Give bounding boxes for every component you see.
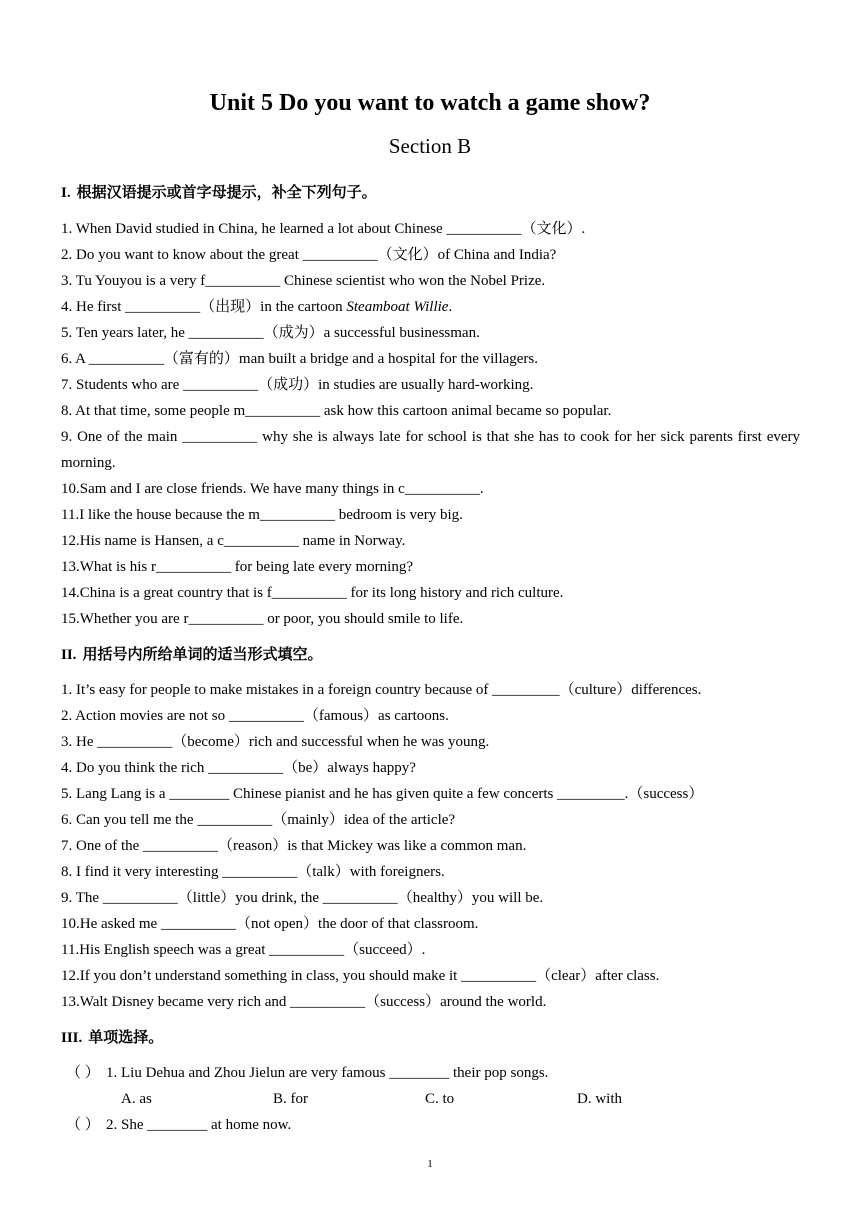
question-1 xyxy=(66,1063,548,1083)
part1-item-1: 1. When David studied in China, he learned a lot about Chinese __________（文化）. xyxy=(61,221,586,237)
part2-item-7: 7. One of the __________（reason）is that Mickey was like a common man. xyxy=(61,838,527,854)
part2-item-1: 1. It’s easy for people to make mistakes in a foreign country because of _________（culture）differences. xyxy=(61,682,702,698)
part1-item-15: 15.Whether you are r__________ or poor, you should smile to life. xyxy=(61,611,464,627)
part1-item-12: 12.His name is Hansen, a c__________ name in Norway. xyxy=(61,533,406,549)
part1-item-10: 10.Sam and I are close friends. We have many things in c__________. xyxy=(61,481,484,497)
part1-item-13: 13.What is his r__________ for being late every morning? xyxy=(61,559,414,575)
question-1-text: 1. Liu Dehua and Zhou Jielun are very famous ________ their pop songs. xyxy=(106,1065,549,1081)
part3-heading xyxy=(61,1027,163,1048)
part1-item-4-text: 4. He first __________（出现）in the cartoon xyxy=(61,299,347,315)
part2-item-12: 12.If you don’t understand something in class, you should make it __________（clear）after class. xyxy=(61,968,660,984)
part1-item-7: 7. Students who are __________（成功）in studies are usually hard-working. xyxy=(61,377,534,393)
page-subtitle: Section B xyxy=(388,134,472,158)
part1-item-6: 6. A __________（富有的）man built a bridge and a hospital for the villagers. xyxy=(61,351,539,367)
part2-item-5: 5. Lang Lang is a ________ Chinese pianist and he has given quite a few concerts _________.（success） xyxy=(61,786,704,802)
part2-item-9: 9. The __________（little）you drink, the __________（healthy）you will be. xyxy=(61,890,544,906)
part1-item-5: 5. Ten years later, he __________（成为）a successful businessman. xyxy=(61,325,480,341)
part3-instruction: 单项选择。 xyxy=(88,1028,164,1046)
answer-blank-1[interactable]: （ ） xyxy=(66,1065,100,1081)
part1-item-14: 14.China is a great country that is f__________ for its long history and rich culture. xyxy=(61,585,564,601)
option-a: A. as xyxy=(121,1091,152,1107)
part1-item-4-title: Steamboat Willie xyxy=(346,299,449,315)
part2-item-6: 6. Can you tell me the __________（mainly）idea of the article? xyxy=(61,812,456,828)
option-b: B. for xyxy=(273,1091,308,1107)
page-title: Unit 5 Do you want to watch a game show? xyxy=(209,90,651,116)
part1-item-9: 9. One of the main __________ why she is always late for school is that she has to cook for her sick parents first every morning. xyxy=(61,429,800,471)
part2-item-13: 13.Walt Disney became very rich and __________（success）around the world. xyxy=(61,994,547,1010)
option-c: C. to xyxy=(425,1091,455,1107)
part2-item-3: 3. He __________（become）rich and successful when he was young. xyxy=(61,734,490,750)
part1-heading xyxy=(61,182,377,203)
option-d: D. with xyxy=(577,1091,622,1107)
part2-item-10: 10.He asked me __________（not open）the door of that classroom. xyxy=(61,916,479,932)
part1-instruction: 根据汉语提示或首字母提示，补全下列句子。 xyxy=(76,183,377,201)
part3-number: III. xyxy=(61,1030,83,1046)
part2-instruction: 用括号内所给单词的适当形式填空。 xyxy=(82,645,323,663)
question-2 xyxy=(66,1115,291,1135)
part2-item-11: 11.His English speech was a great __________（succeed）. xyxy=(61,942,426,958)
question-2-text: 2. She ________ at home now. xyxy=(106,1117,292,1133)
part2-item-4: 4. Do you think the rich __________（be）always happy? xyxy=(61,760,416,776)
part2-item-2: 2. Action movies are not so __________（famous）as cartoons. xyxy=(61,708,449,724)
page-number: 1 xyxy=(427,1158,433,1170)
part2-number: II. xyxy=(61,647,77,663)
part1-item-2: 2. Do you want to know about the great __________（文化）of China and India? xyxy=(61,247,557,263)
part1-number: I. xyxy=(61,185,71,201)
part1-item-4 xyxy=(61,297,800,317)
part1-item-11: 11.I like the house because the m__________ bedroom is very big. xyxy=(61,507,463,523)
part2-heading xyxy=(61,644,322,665)
part2-item-8: 8. I find it very interesting __________（talk）with foreigners. xyxy=(61,864,445,880)
part1-item-4-end: . xyxy=(448,299,453,315)
answer-blank-2[interactable]: （ ） xyxy=(66,1117,100,1133)
part1-item-8: 8. At that time, some people m__________ ask how this cartoon animal became so popular. xyxy=(61,403,612,419)
part1-item-3: 3. Tu Youyou is a very f__________ Chinese scientist who won the Nobel Prize. xyxy=(61,273,546,289)
